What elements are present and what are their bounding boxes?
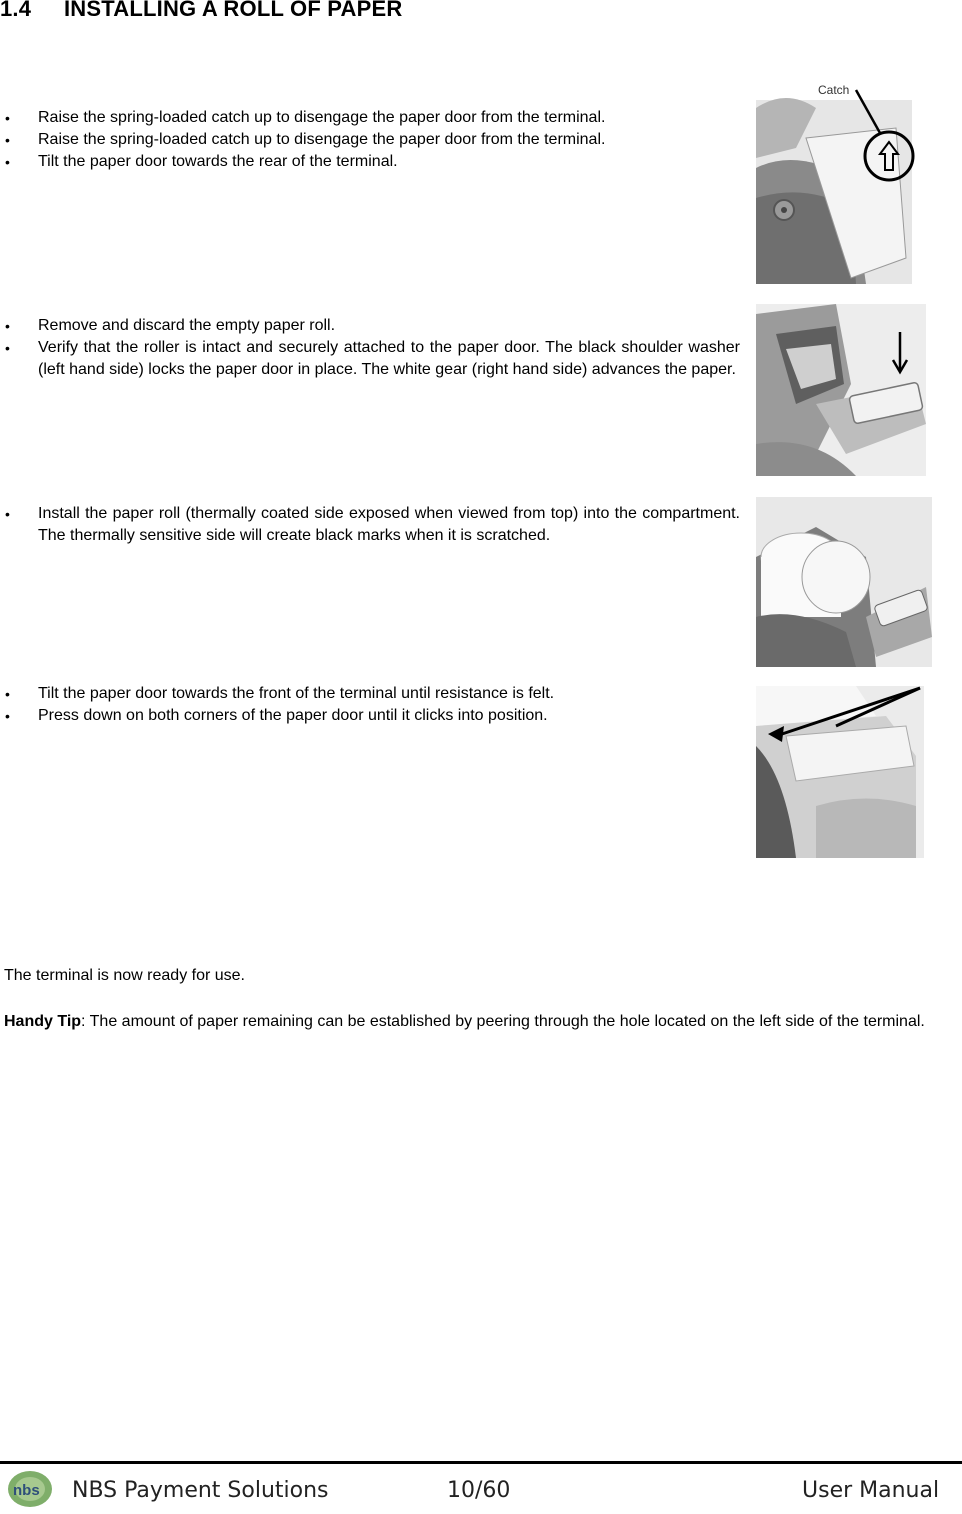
- step-3: [0, 503, 740, 547]
- step-2-photo: [756, 304, 926, 476]
- handy-tip: [4, 1011, 958, 1033]
- tip-label: Handy Tip: [4, 1013, 82, 1030]
- list-item: • Verify that the roller is intact and securely attached to the paper door. The black shoulder washer (left hand side) locks the paper door in place. The white gear (right hand side) advances the paper.: [0, 337, 740, 381]
- list-item: • Remove and discard the empty paper roll.: [0, 315, 740, 337]
- section-title: INSTALLING A ROLL OF PAPER: [64, 0, 403, 21]
- nbs-logo: [4, 1467, 56, 1514]
- footer-company: NBS Payment Solutions: [72, 1478, 329, 1503]
- step-1: [0, 107, 740, 173]
- step-1-bullets: [0, 107, 740, 173]
- step-4-bullets: [0, 683, 740, 727]
- footer-divider: [0, 1461, 962, 1464]
- footer-doc-title: User Manual: [802, 1478, 940, 1503]
- list-item: • Tilt the paper door towards the front of the terminal until resistance is felt.: [0, 683, 740, 705]
- list-item: • Install the paper roll (thermally coated side exposed when viewed from top) into the compartment. The thermally sensitive side will create black marks when it is scratched.: [0, 503, 740, 547]
- list-item: • Press down on both corners of the paper door until it clicks into position.: [0, 705, 740, 727]
- step-4-photo: [756, 686, 924, 858]
- section-number: 1.4: [0, 0, 32, 21]
- step-1-photo: [756, 78, 916, 284]
- section-heading: [0, 0, 402, 22]
- svg-text:nbs: nbs: [13, 1482, 40, 1499]
- catch-label: Catch: [818, 83, 850, 97]
- list-item: • Raise the spring-loaded catch up to disengage the paper door from the terminal.: [0, 107, 740, 129]
- tip-text: : The amount of paper remaining can be established by peering through the hole located on the left side of the terminal.: [81, 1013, 925, 1030]
- step-2: [0, 315, 740, 381]
- step-4: [0, 683, 740, 727]
- step-2-bullets: [0, 315, 740, 381]
- list-item: • Tilt the paper door towards the rear of the terminal.: [0, 151, 740, 173]
- ready-text: The terminal is now ready for use.: [4, 967, 245, 984]
- list-item: • Raise the spring-loaded catch up to disengage the paper door from the terminal.: [0, 129, 740, 151]
- step-3-photo: [756, 497, 932, 667]
- step-3-bullets: [0, 503, 740, 547]
- footer-page-number: 10/60: [447, 1478, 511, 1503]
